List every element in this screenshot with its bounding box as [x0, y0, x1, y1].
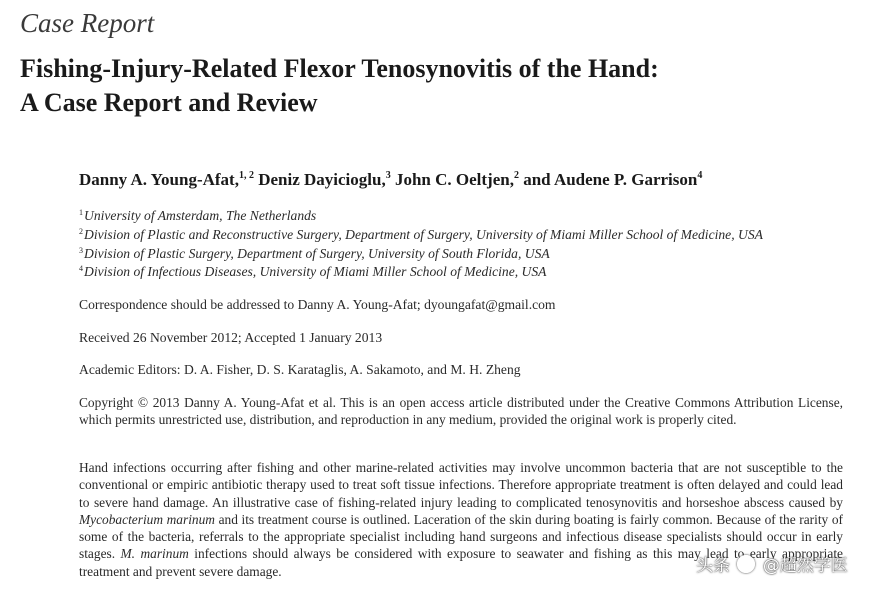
affiliation-text: Division of Plastic Surgery, Department of Surgery, University of South Florida, USA	[84, 246, 550, 261]
abstract-text: and its treatment course is outlined. Laceration of the skin during boating is fairly common. Because of the rarity of some of the bacteria, referrals to the appropriate specialist including hand surgeons and infectious disease specialists should occur in early stages.	[79, 511, 843, 562]
affiliation	[79, 246, 550, 262]
affiliation	[79, 227, 763, 243]
affiliation-text: Division of Plastic and Reconstructive Surgery, Department of Surgery, University of Miami Miller School of Medicine, USA	[84, 227, 763, 242]
author-affiliation-marker: 1, 2	[238, 170, 254, 181]
author-name: Danny A. Young-Afat,	[79, 170, 239, 189]
copyright-notice: Copyright © 2013 Danny A. Young-Afat et al. This is an open access article distributed under the Creative Commons Attribution License, which permits unrestricted use, distribution, and reproduction in any medium, provided the original work is properly cited.	[79, 395, 843, 428]
author-affiliation-marker: 2	[513, 170, 519, 181]
watermark-prefix: 头条	[696, 556, 730, 576]
author-name: Deniz Dayicioglu,	[258, 170, 386, 189]
species-name: M. marinum	[120, 546, 189, 562]
affiliation	[79, 264, 546, 280]
affiliation-number: 4	[79, 264, 83, 273]
abstract-text: Hand infections occurring after fishing and other marine-related activities may involve uncommon bacteria that are not susceptible to the conventional or empiric antibiotic therapy used to treat soft tissue infections. Therefore appropriate treatment is often delayed and could lead to severe hand damage. An illustrative case of fishing-related injury leading to complicated tenosynovitis and horseshoe abscess caused by	[79, 460, 843, 510]
academic-editors: Academic Editors: D. A. Fisher, D. S. Karataglis, A. Sakamoto, and M. H. Zheng	[79, 362, 521, 377]
section-label: Case Report	[20, 8, 155, 38]
received-accepted-dates: Received 26 November 2012; Accepted 1 January 2013	[79, 330, 383, 345]
watermark-handle: @超然学医	[762, 556, 848, 576]
species-name: Mycobacterium marinum	[79, 511, 215, 527]
author-affiliation-marker: 4	[697, 170, 703, 181]
abstract-text: infections should always be considered with exposure to seawater and fishing as this may lead to early appropriate treatment and prevent severe damage.	[79, 546, 843, 579]
author-name: and Audene P. Garrison	[523, 170, 698, 189]
title-line-1: Fishing-Injury-Related Flexor Tenosynovitis of the Hand:	[20, 54, 659, 83]
affiliation-text: University of Amsterdam, The Netherlands	[84, 208, 317, 223]
affiliation-text: Division of Infectious Diseases, University of Miami Miller School of Medicine, USA	[84, 264, 547, 279]
title-line-2: A Case Report and Review	[20, 88, 318, 117]
watermark-logo-icon	[737, 555, 755, 573]
affiliation-number: 1	[79, 208, 83, 217]
author-affiliation-marker: 3	[385, 170, 391, 181]
author-list	[79, 170, 702, 190]
correspondence: Correspondence should be addressed to Danny A. Young-Afat; dyoungafat@gmail.com	[79, 297, 556, 312]
article-title	[20, 52, 860, 120]
affiliation	[79, 208, 316, 224]
author-name: John C. Oeltjen,	[394, 170, 514, 189]
affiliation-number: 3	[79, 246, 83, 255]
affiliation-number: 2	[79, 227, 83, 236]
watermark	[696, 551, 848, 576]
